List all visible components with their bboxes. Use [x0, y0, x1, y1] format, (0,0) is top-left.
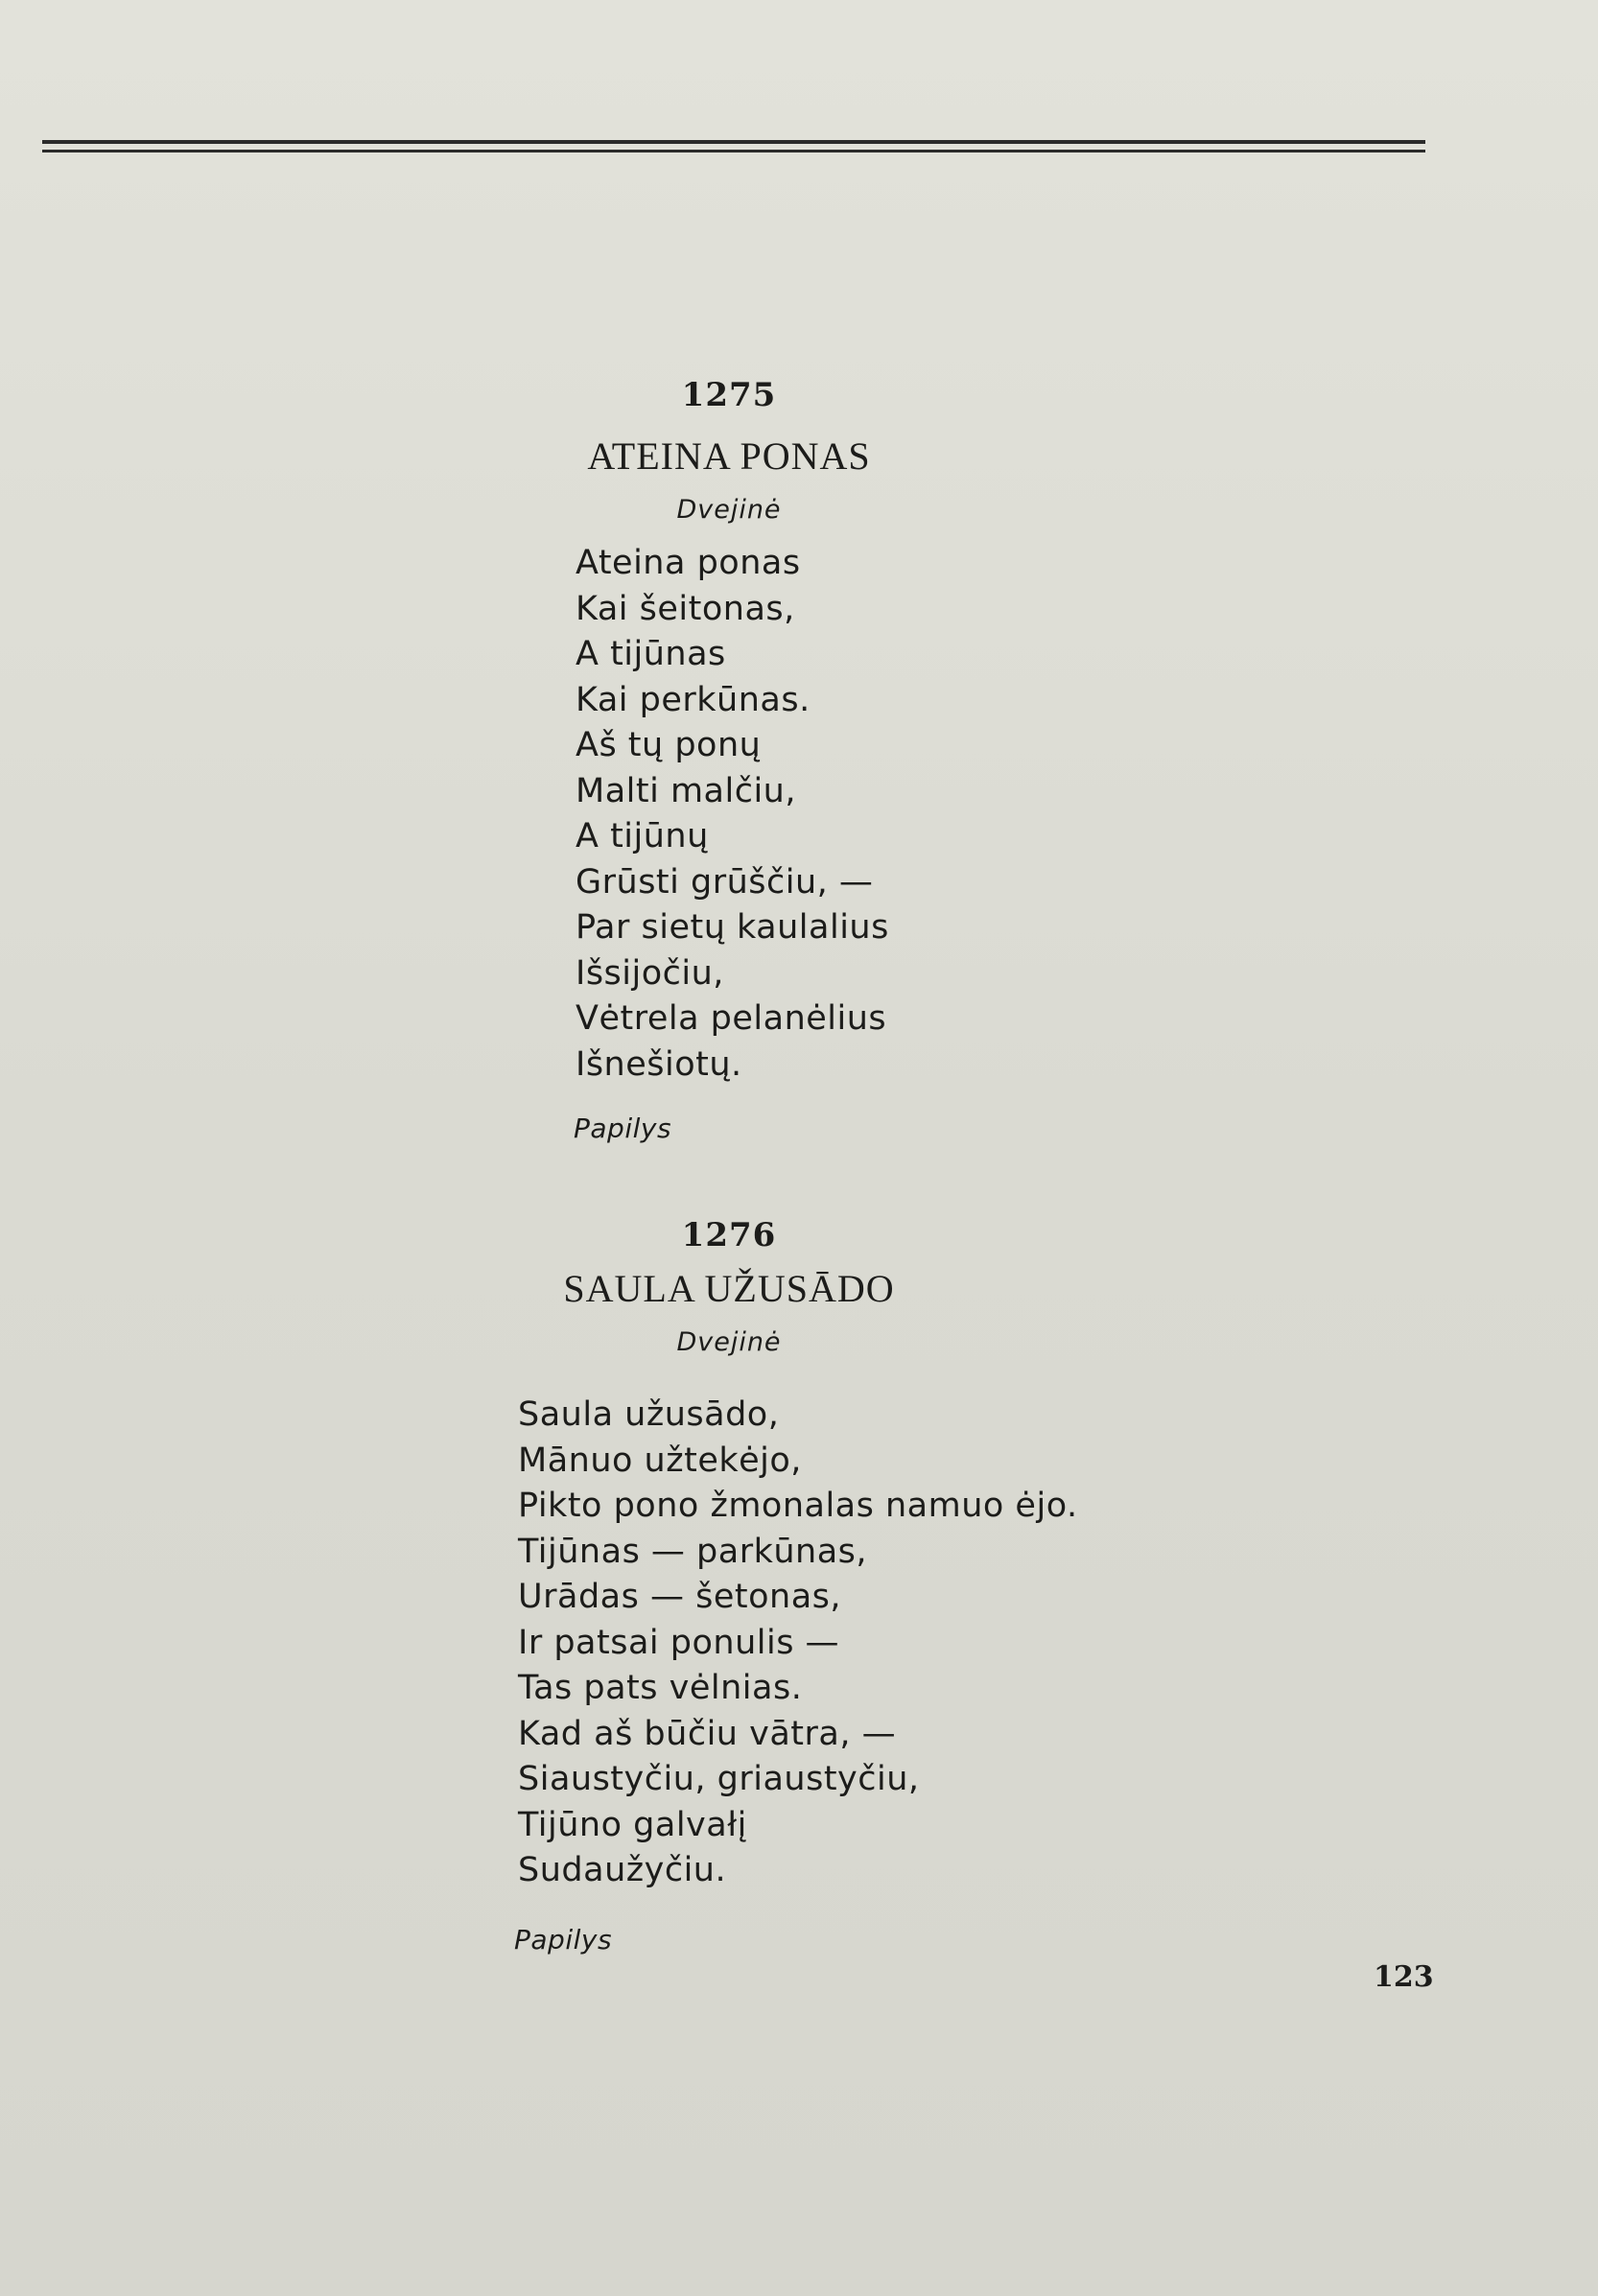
verse-line: Siaustyčiu, griaustyčiu,	[518, 1760, 920, 1798]
verse-line: Kai perkūnas.	[576, 680, 811, 719]
poem-source: Papilys	[514, 1924, 613, 1956]
poem-verse	[576, 541, 889, 1088]
verse-line: Išsijočiu,	[576, 953, 724, 993]
poem-title: SAULA UŽUSĀDO	[563, 1267, 895, 1310]
poem-genre: Dvejinė	[676, 495, 782, 525]
verse-line: Išnešiotų.	[576, 1044, 742, 1084]
verse-line: Aš tų ponų	[576, 726, 762, 764]
verse-line: Pikto pono žmonalas namuo ėjo.	[518, 1487, 1078, 1525]
verse-line: Vėtrela pelanėlius	[576, 999, 887, 1038]
header-rule	[42, 140, 1425, 144]
verse-line: Kad aš būčiu vātra, —	[518, 1714, 897, 1753]
verse-line: Ateina ponas	[576, 544, 801, 582]
page-number: 123	[1374, 1960, 1434, 1994]
verse-line: Par sietų kaulalius	[576, 908, 889, 947]
verse-line: A tijūnų	[576, 817, 709, 855]
verse-line: Malti malčiu,	[576, 771, 796, 810]
poem-number: 1276	[681, 1216, 777, 1254]
verse-line: Kai šeitonas,	[576, 589, 795, 628]
verse-line: Mānuo užtekėjo,	[518, 1441, 802, 1480]
verse-line: Tijūno galvałį	[518, 1805, 747, 1844]
poem-genre: Dvejinė	[676, 1327, 782, 1357]
poem-verse	[518, 1393, 1078, 1894]
header-rule-thin	[42, 150, 1425, 152]
verse-line: Tijūnas — parkūnas,	[518, 1532, 868, 1571]
poem-number: 1275	[681, 376, 777, 414]
verse-line: Saula užusādo,	[518, 1395, 780, 1434]
poem-source: Papilys	[574, 1113, 672, 1144]
verse-line: Urādas — šetonas,	[518, 1578, 842, 1616]
poem-title: ATEINA PONAS	[587, 434, 871, 478]
verse-line: Grūsti grūščiu, —	[576, 862, 874, 902]
verse-line: Tas pats vėlnias.	[518, 1669, 803, 1707]
verse-line: Sudaužyčiu.	[518, 1851, 727, 1889]
verse-line: A tijūnas	[576, 635, 726, 673]
verse-line: Ir patsai ponulis —	[518, 1623, 840, 1662]
